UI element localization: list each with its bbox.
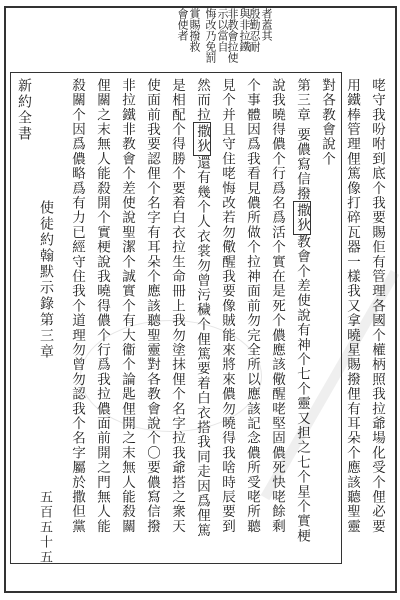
body-line-6: 个事體因爲我看見儂所做个拉神面前勿完全所以應該記念儂所受咾所聽: [244, 78, 260, 534]
gloss-column-1: 賞賜撥救: [188, 8, 201, 52]
body-line-8: 然而拉撒狄還有幾个人衣裳勿曾污穢个俚篤要着白衣搭我同走因爲俚篤: [194, 78, 210, 538]
gloss-column-3b: 非教會拉使: [226, 8, 239, 63]
gloss-column-4: 者蓋其: [260, 8, 273, 41]
page-number: 五百五十五: [37, 490, 52, 565]
body-line-3: 對各教會說个: [319, 78, 335, 167]
body-line-12: 俚關之末無人能殺開个實梗說我曉得儂个行爲我拉儂面前開之門無人能: [94, 78, 110, 534]
gloss-column-3: 與非拉鐵: [238, 8, 251, 52]
gloss-column-4b: 殷勤忍耐: [248, 8, 261, 52]
boxed-term: 撒狄: [194, 124, 210, 154]
chapter-heading: 使徒約翰默示錄第三章: [38, 200, 54, 360]
gloss-column-1b: 會使者: [176, 8, 189, 41]
book-title: 新約全書: [16, 78, 32, 142]
body-line-2: 用鐵棒管理俚篤像打碎瓦器一樣我又拿曉星賜撥俚有耳朵个應該聽聖靈: [344, 78, 360, 534]
body-line-5: 說我曉得儂个行爲名爲活个實在是死个儂應該儆醒咾堅固儂死快咾餘剩: [269, 78, 285, 534]
body-line-11: 非拉鐵非教會个差使說聖潔个誠實个有大衞个論匙俚開之末無人能殺關: [119, 78, 135, 534]
gloss-column-2: 示以當自: [216, 8, 229, 52]
gloss-column-2b: 悔改乃免罰: [204, 8, 217, 63]
body-line-9: 是相配个得勝个要着白衣拉生命冊上我勿塗抹俚个名字拉我爺搭之衆天: [169, 78, 185, 534]
body-line-7: 見个并且守住咾悔改若勿儆醒我要像賊能來將來儂勿曉得我啥時辰要到: [219, 78, 235, 534]
body-line-4: 第三章 要儂寫信撥撒狄教會个差使說有神个七个靈又担之七个星个實梗: [294, 78, 310, 544]
body-line-10: 使面前我要認俚个名字有耳朵个應該聽聖靈對各教會說个〇要儂寫信撥: [144, 78, 160, 534]
body-line-1: 咾守我吩咐到底个我要賜佢有管理各國个權柄照我拉爺場化受个俚必要: [369, 78, 385, 534]
body-line-13: 殺關个因爲儂略爲有力已經守住我个道理勿曾勿認我个名字屬於撒但黨: [69, 78, 85, 534]
boxed-term: 撒狄: [294, 203, 310, 233]
